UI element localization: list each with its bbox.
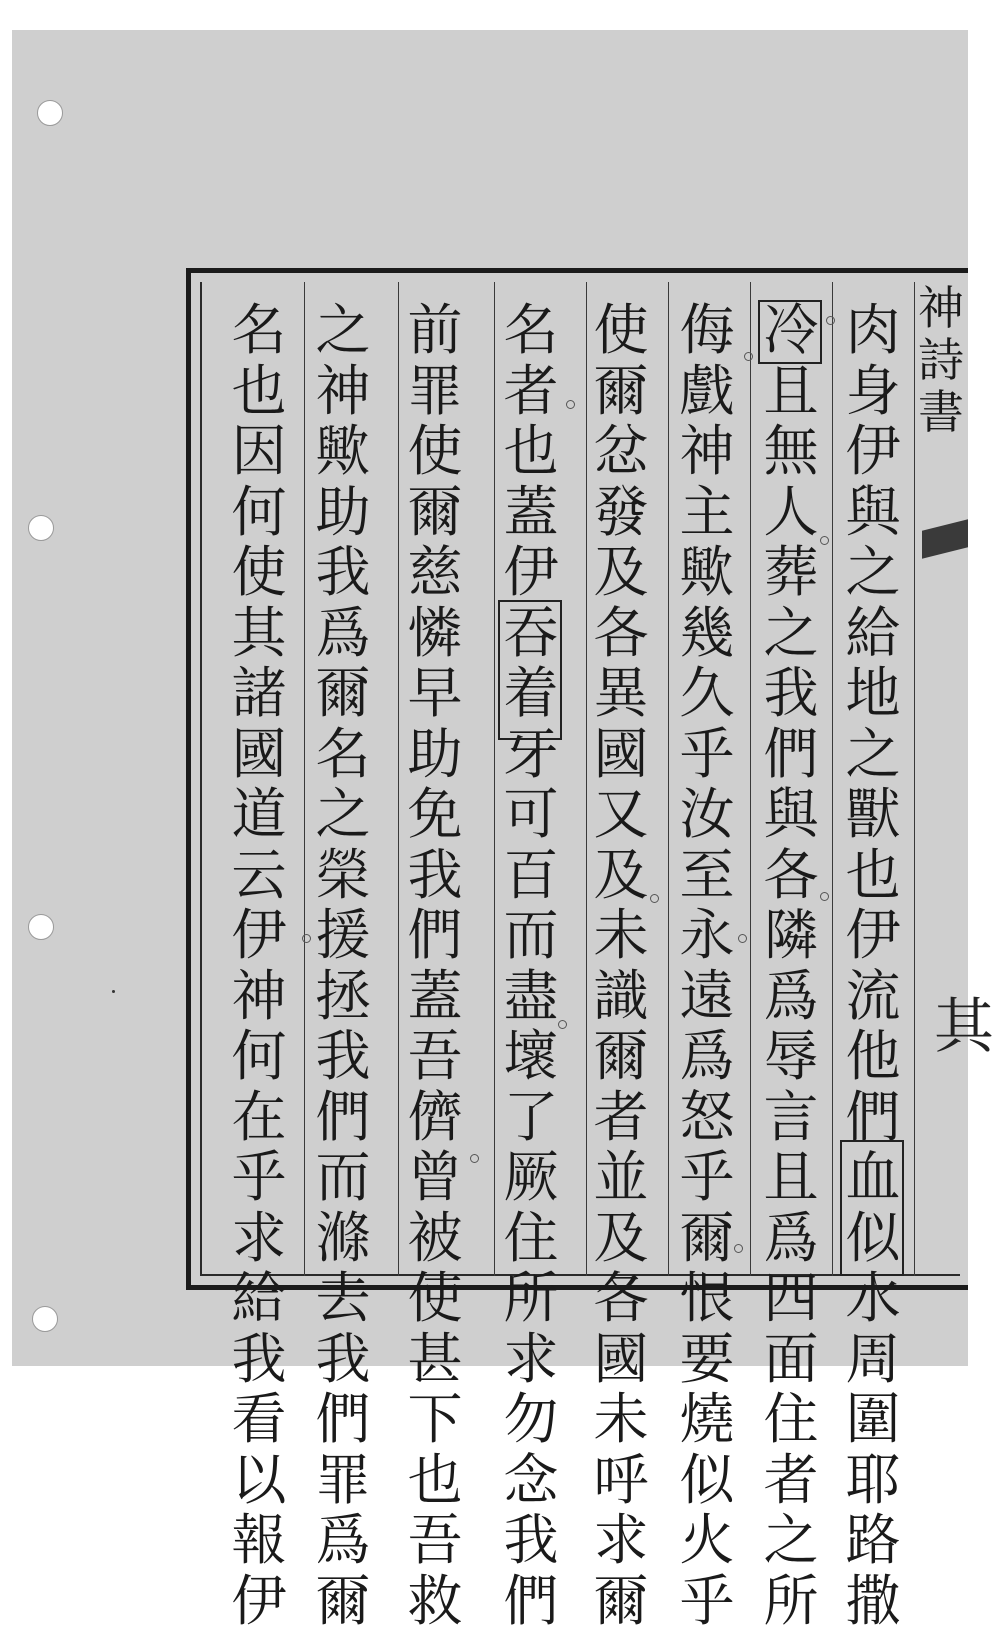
annotation-mark xyxy=(820,892,829,901)
annotation-mark xyxy=(826,316,835,325)
binder-hole xyxy=(32,1306,58,1332)
column-rule xyxy=(398,282,399,1276)
column-rule xyxy=(914,282,915,1276)
text-column-7: 之神歟助我爲爾名之榮援拯我們而滌去我們罪爲爾 xyxy=(315,298,371,1633)
text-column-1: 肉身伊與之給地之獸也伊流他們血似水周圍耶路撒 xyxy=(845,298,901,1633)
annotation-mark xyxy=(738,934,747,943)
annotation-mark xyxy=(744,352,753,361)
book-title-label: 神詩書 xyxy=(918,281,964,439)
proper-noun-box xyxy=(840,1140,904,1276)
annotation-mark xyxy=(650,894,659,903)
proper-noun-box xyxy=(758,300,822,364)
binder-hole xyxy=(28,515,54,541)
column-rule xyxy=(586,282,587,1276)
annotation-mark xyxy=(302,934,311,943)
annotation-mark xyxy=(470,1154,479,1163)
text-column-6: 前罪使爾慈憐早助免我們蓋吾儕曾被使甚下也吾救 xyxy=(407,298,463,1633)
binder-hole xyxy=(37,100,63,126)
text-column-2: 冷且無人葬之我們與各隣爲辱言且爲四面住者之所 xyxy=(763,298,819,1633)
annotation-mark xyxy=(734,1244,743,1253)
column-rule xyxy=(832,282,833,1276)
proper-noun-box xyxy=(498,600,562,740)
edge-character: 其 xyxy=(934,992,994,1062)
ink-speck xyxy=(112,990,115,993)
annotation-mark xyxy=(558,1020,567,1029)
text-column-8: 名也因何使其諸國道云伊神何在乎求給我看以報伊 xyxy=(231,298,287,1633)
column-rule xyxy=(750,282,751,1276)
text-column-4: 使爾忿發及各異國又及未識爾者並及各國未呼求爾 xyxy=(593,298,649,1633)
column-rule xyxy=(668,282,669,1276)
column-rule xyxy=(304,282,305,1276)
binder-hole xyxy=(28,914,54,940)
text-column-5: 名者也蓋伊吞着牙可百而盡壞了厥住所求勿念我們 xyxy=(503,298,559,1633)
column-rule xyxy=(494,282,495,1276)
annotation-mark xyxy=(820,536,829,545)
annotation-mark xyxy=(566,400,575,409)
text-column-3: 侮戲神主歟幾久乎汝至永遠爲怒乎爾恨要燒似火乎 xyxy=(679,298,735,1633)
